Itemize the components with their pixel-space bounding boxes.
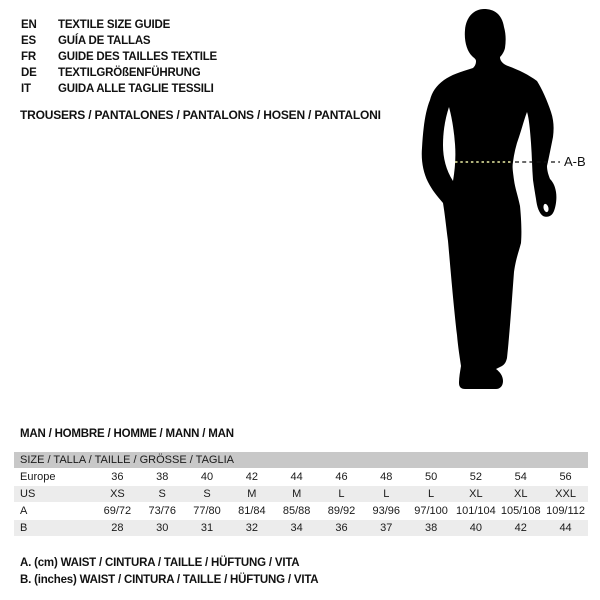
section-title: MAN / HOMBRE / HOMME / MANN / MAN — [20, 428, 234, 440]
size-cell: XL — [454, 486, 499, 503]
size-cell: 50 — [409, 469, 454, 486]
size-cell: 38 — [140, 469, 185, 486]
size-cell: 36 — [319, 520, 364, 537]
size-cell: 69/72 — [95, 503, 140, 520]
language-code: DE — [21, 67, 37, 79]
language-code: FR — [21, 51, 36, 63]
size-cell: 46 — [319, 469, 364, 486]
language-row — [21, 17, 217, 33]
size-cell: M — [274, 486, 319, 503]
size-cell: 89/92 — [319, 503, 364, 520]
size-cell: 30 — [140, 520, 185, 537]
size-cell: 34 — [274, 520, 319, 537]
size-cell: S — [140, 486, 185, 503]
size-cell: 81/84 — [229, 503, 274, 520]
size-cell: 97/100 — [409, 503, 454, 520]
figure-area — [390, 0, 600, 420]
row-label: Europe — [14, 469, 95, 486]
size-cell: XL — [498, 486, 543, 503]
language-row — [21, 65, 217, 81]
size-table-wrap — [14, 452, 588, 537]
size-cell: 52 — [454, 469, 499, 486]
size-cell: L — [364, 486, 409, 503]
language-code: EN — [21, 19, 37, 31]
size-cell: 48 — [364, 469, 409, 486]
language-code: IT — [21, 83, 31, 95]
garment-title: TROUSERS / PANTALONES / PANTALONS / HOSEN / PANTALONI — [20, 108, 381, 122]
language-label: GUÍA DE TALLAS — [58, 35, 151, 47]
footnote-a: A. (cm) WAIST / CINTURA / TAILLE / HÜFTUNG / VITA — [20, 557, 300, 569]
table-row — [14, 520, 588, 537]
language-row — [21, 81, 217, 97]
size-cell: 42 — [229, 469, 274, 486]
table-header-row — [14, 452, 588, 469]
size-cell: 44 — [543, 520, 588, 537]
language-code: ES — [21, 35, 36, 47]
language-label: TEXTILGRÖßENFÜHRUNG — [58, 67, 201, 79]
size-cell: 37 — [364, 520, 409, 537]
language-label: GUIDA ALLE TAGLIE TESSILI — [58, 83, 214, 95]
size-cell: 40 — [185, 469, 230, 486]
size-cell: XS — [95, 486, 140, 503]
man-silhouette-body — [422, 9, 557, 389]
size-cell: 54 — [498, 469, 543, 486]
size-cell: 85/88 — [274, 503, 319, 520]
language-label: GUIDE DES TAILLES TEXTILE — [58, 51, 217, 63]
size-cell: 32 — [229, 520, 274, 537]
row-label: US — [14, 486, 95, 503]
size-cell: XXL — [543, 486, 588, 503]
row-label: A — [14, 503, 95, 520]
size-cell: 36 — [95, 469, 140, 486]
size-cell: 31 — [185, 520, 230, 537]
language-row — [21, 49, 217, 65]
size-cell: 73/76 — [140, 503, 185, 520]
size-cell: 42 — [498, 520, 543, 537]
table-header: SIZE / TALLA / TAILLE / GRÖSSE / TAGLIA — [14, 452, 588, 469]
table-row — [14, 469, 588, 486]
table-row — [14, 486, 588, 503]
row-label: B — [14, 520, 95, 537]
size-cell: 93/96 — [364, 503, 409, 520]
size-cell: M — [229, 486, 274, 503]
size-cell: 56 — [543, 469, 588, 486]
size-cell: 38 — [409, 520, 454, 537]
language-row — [21, 33, 217, 49]
size-cell: 109/112 — [543, 503, 588, 520]
size-cell: S — [185, 486, 230, 503]
size-cell: 105/108 — [498, 503, 543, 520]
footnotes — [20, 555, 318, 588]
man-silhouette — [390, 0, 600, 420]
size-cell: 44 — [274, 469, 319, 486]
size-cell: 28 — [95, 520, 140, 537]
size-table — [14, 452, 588, 537]
size-cell: 101/104 — [454, 503, 499, 520]
size-cell: 77/80 — [185, 503, 230, 520]
measure-label: A-B — [564, 154, 586, 169]
size-cell: 40 — [454, 520, 499, 537]
footnote-b: B. (inches) WAIST / CINTURA / TAILLE / HÜFTUNG / VITA — [20, 573, 319, 586]
language-label: TEXTILE SIZE GUIDE — [58, 19, 171, 31]
language-list — [21, 17, 217, 97]
table-row — [14, 503, 588, 520]
size-cell: L — [409, 486, 454, 503]
size-cell: L — [319, 486, 364, 503]
